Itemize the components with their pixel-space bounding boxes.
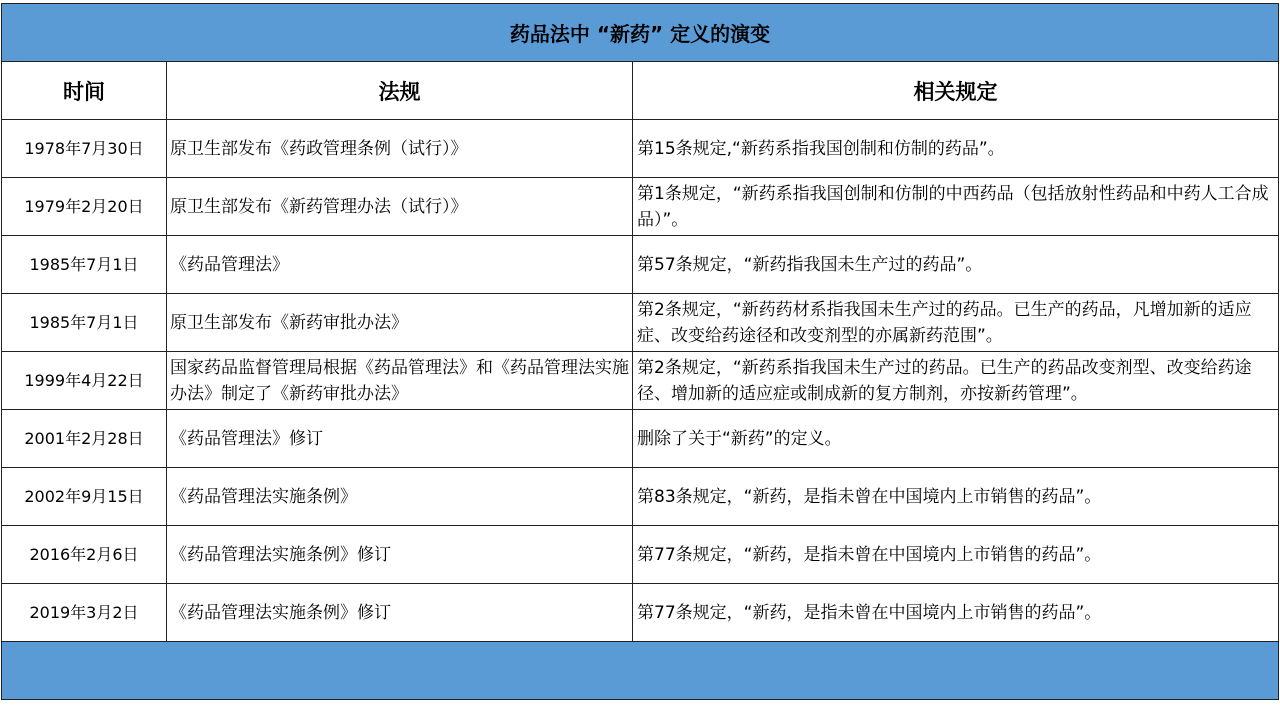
regulation-cell: 《药品管理法实施条例》修订 — [167, 526, 633, 584]
regulation-cell: 原卫生部发布《药政管理条例（试行）》 — [167, 120, 633, 178]
table-row — [2, 294, 1279, 352]
date-cell: 2016年2月6日 — [2, 526, 167, 584]
provision-cell: 第77条规定，“新药，是指未曾在中国境内上市销售的药品”。 — [633, 526, 1279, 584]
table-row — [2, 236, 1279, 294]
provision-cell: 第2条规定，“新药系指我国未生产过的药品。已生产的药品改变剂型、改变给药途径、增加新的适应症或制成新的复方制剂，亦按新药管理”。 — [633, 352, 1279, 410]
date-cell: 1979年2月20日 — [2, 178, 167, 236]
table-footer-band — [2, 642, 1279, 700]
table-row — [2, 178, 1279, 236]
date-cell: 1978年7月30日 — [2, 120, 167, 178]
regulation-cell: 原卫生部发布《新药审批办法》 — [167, 294, 633, 352]
header-regulation: 法规 — [167, 62, 633, 120]
regulation-cell: 《药品管理法》修订 — [167, 410, 633, 468]
provision-cell: 删除了关于“新药”的定义。 — [633, 410, 1279, 468]
date-cell: 2002年9月15日 — [2, 468, 167, 526]
header-time: 时间 — [2, 62, 167, 120]
date-cell: 1999年4月22日 — [2, 352, 167, 410]
provision-cell: 第15条规定,“新药系指我国创制和仿制的药品”。 — [633, 120, 1279, 178]
provision-cell: 第2条规定，“新药药材系指我国未生产过的药品。已生产的药品，凡增加新的适应症、改变给药途径和改变剂型的亦属新药范围”。 — [633, 294, 1279, 352]
table-row — [2, 584, 1279, 642]
regulation-cell: 国家药品监督管理局根据《药品管理法》和《药品管理法实施办法》制定了《新药审批办法》 — [167, 352, 633, 410]
date-cell: 1985年7月1日 — [2, 294, 167, 352]
regulation-cell: 《药品管理法实施条例》 — [167, 468, 633, 526]
provision-cell: 第57条规定，“新药指我国未生产过的药品”。 — [633, 236, 1279, 294]
table-row — [2, 468, 1279, 526]
provision-cell: 第77条规定，“新药，是指未曾在中国境内上市销售的药品”。 — [633, 584, 1279, 642]
provision-cell: 第1条规定，“新药系指我国创制和仿制的中西药品（包括放射性药品和中药人工合成品）”。 — [633, 178, 1279, 236]
table-title: 药品法中 “新药” 定义的演变 — [2, 4, 1279, 62]
provision-cell: 第83条规定，“新药，是指未曾在中国境内上市销售的药品”。 — [633, 468, 1279, 526]
regulation-cell: 《药品管理法实施条例》修订 — [167, 584, 633, 642]
table-row — [2, 352, 1279, 410]
regulation-cell: 《药品管理法》 — [167, 236, 633, 294]
new-drug-definition-table — [1, 3, 1279, 700]
date-cell: 2019年3月2日 — [2, 584, 167, 642]
regulation-cell: 原卫生部发布《新药管理办法（试行）》 — [167, 178, 633, 236]
date-cell: 1985年7月1日 — [2, 236, 167, 294]
table-row — [2, 120, 1279, 178]
table-row — [2, 410, 1279, 468]
header-provision: 相关规定 — [633, 62, 1279, 120]
table-row — [2, 526, 1279, 584]
date-cell: 2001年2月28日 — [2, 410, 167, 468]
